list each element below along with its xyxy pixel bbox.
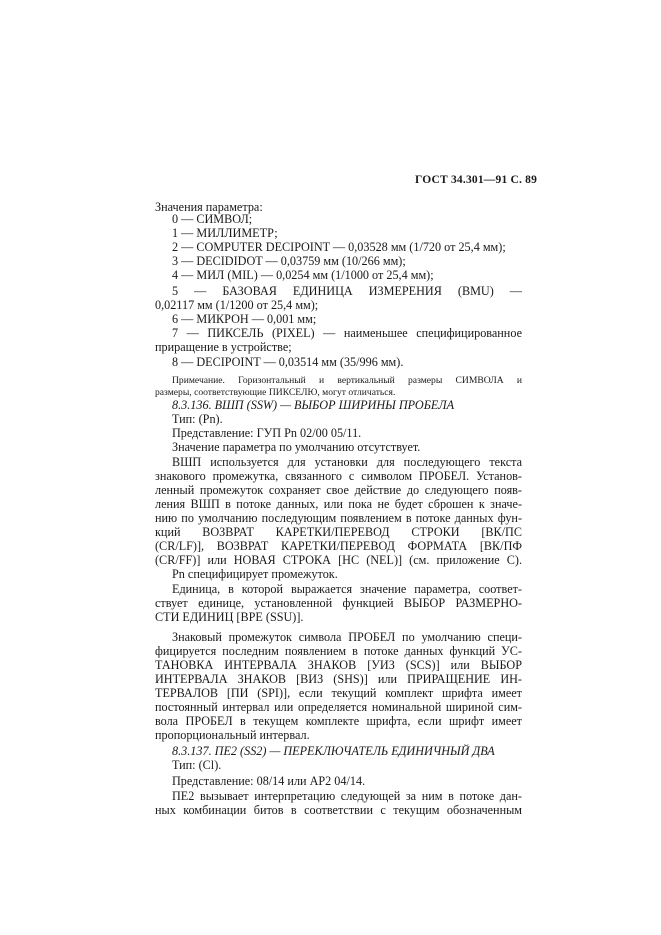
text-line: 0 — СИМВОЛ; — [172, 212, 253, 226]
text-line: Значения параметра: — [155, 200, 263, 214]
text-line: 5 — БАЗОВАЯ ЕДИНИЦА ИЗМЕРЕНИЯ (BMU) — — [172, 284, 522, 298]
section-heading: 8.3.136. ВШП (SSW) — ВЫБОР ШИРИНЫ ПРОБЕЛА — [172, 398, 455, 412]
text-line: Pn специфицирует промежуток. — [172, 567, 338, 581]
text-line: фицируется последним появлением в потоке данных функций УС- — [155, 644, 522, 658]
text-line: (CR/FF)] или НОВАЯ СТРОКА [НС (NEL)] (см. приложение С). — [155, 553, 522, 567]
text-line: СТИ ЕДИНИЦ [ВРЕ (SSU)]. — [155, 610, 304, 624]
text-line: Тип: (Сl). — [172, 758, 222, 772]
text-line: (CR/LF)], ВОЗВРАТ КАРЕТКИ/ПЕРЕВОД ФОРМАТА [ВК/ПФ — [155, 539, 522, 553]
text-line: постоянный интервал или определяется номинальной шириной сим- — [155, 700, 522, 714]
note-line: Примечание. Горизонтальный и вертикальный размеры СИМВОЛА и — [172, 375, 522, 386]
text-line: 2 — COMPUTER DECIPOINT — 0,03528 мм (1/720 от 25,4 мм); — [172, 240, 506, 254]
text-line: Представление: 08/14 или АР2 04/14. — [172, 774, 366, 788]
text-line: нию по умолчанию последующим появлением в потоке данных фун- — [155, 511, 522, 525]
text-line: знакового промежутка, связанного с символом ПРОБЕЛ. Установ- — [155, 469, 522, 483]
text-line: 0,02117 мм (1/1200 от 25,4 мм); — [155, 298, 319, 312]
text-line: Тип: (Pn). — [172, 412, 223, 426]
text-line: ных комбинации битов в соответствии с текущим обозначенным — [155, 803, 522, 817]
text-line: 6 — МИКРОН — 0,001 мм; — [172, 312, 317, 326]
text-line: 8 — DECIPOINT — 0,03514 мм (35/996 мм). — [172, 355, 404, 369]
text-line: 4 — МИЛ (MIL) — 0,0254 мм (1/1000 от 25,4 мм); — [172, 268, 434, 282]
text-line: пропорциональный интервал. — [155, 728, 310, 742]
text-line: кций ВОЗВРАТ КАРЕТКИ/ПЕРЕВОД СТРОКИ [ВК/ПС — [155, 525, 522, 539]
text-line: Знаковый промежуток символа ПРОБЕЛ по умолчанию специ- — [172, 630, 522, 644]
text-line: ИНТЕРВАЛА ЗНАКОВ [ВИЗ (SHS)] или ПРИРАЩЕНИЕ ИН- — [155, 672, 522, 686]
text-line: Значение параметра по умолчанию отсутствует. — [172, 440, 421, 454]
text-line: вола ПРОБЕЛ в текущем комплекте шрифта, если шрифт имеет — [155, 714, 522, 728]
text-line: 7 — ПИКСЕЛЬ (PIXEL) — наименьшее специфицированное — [172, 326, 522, 340]
text-line: приращение в устройстве; — [155, 340, 292, 354]
text-line: ТЕРВАЛОВ [ПИ (SPI)], если текущий комплект шрифта имеет — [155, 686, 522, 700]
text-line: 3 — DECIDIDOT — 0,03759 мм (10/266 мм); — [172, 254, 406, 268]
text-line: ленный промежуток сохраняет свое действие до следующего появ- — [155, 483, 522, 497]
note-line: размеры, соответствующие ПИКСЕЛЮ, могут отличаться. — [155, 387, 396, 398]
text-line: ТАНОВКА ИНТЕРВАЛА ЗНАКОВ [УИЗ (SCS)] или ВЫБОР — [155, 658, 522, 672]
text-line: ВШП используется для установки для последующего текста — [172, 455, 522, 469]
text-line: ления ВШП в потоке данных, или пока не будет сброшен к значе- — [155, 497, 522, 511]
text-line: 1 — МИЛЛИМЕТР; — [172, 226, 278, 240]
text-line: Представление: ГУП Pn 02/00 05/11. — [172, 426, 362, 440]
page-header: ГОСТ 34.301—91 С. 89 — [415, 174, 538, 186]
text-line: ПЕ2 вызывает интерпретацию следующей за ним в потоке дан- — [172, 789, 522, 803]
section-heading: 8.3.137. ПЕ2 (SS2) — ПЕРЕКЛЮЧАТЕЛЬ ЕДИНИЧНЫЙ ДВА — [172, 744, 495, 758]
text-line: ствует единице, установленной функцией ВЫБОР РАЗМЕРНО- — [155, 596, 522, 610]
text-line: Единица, в которой выражается значение параметра, соответ- — [172, 582, 522, 596]
